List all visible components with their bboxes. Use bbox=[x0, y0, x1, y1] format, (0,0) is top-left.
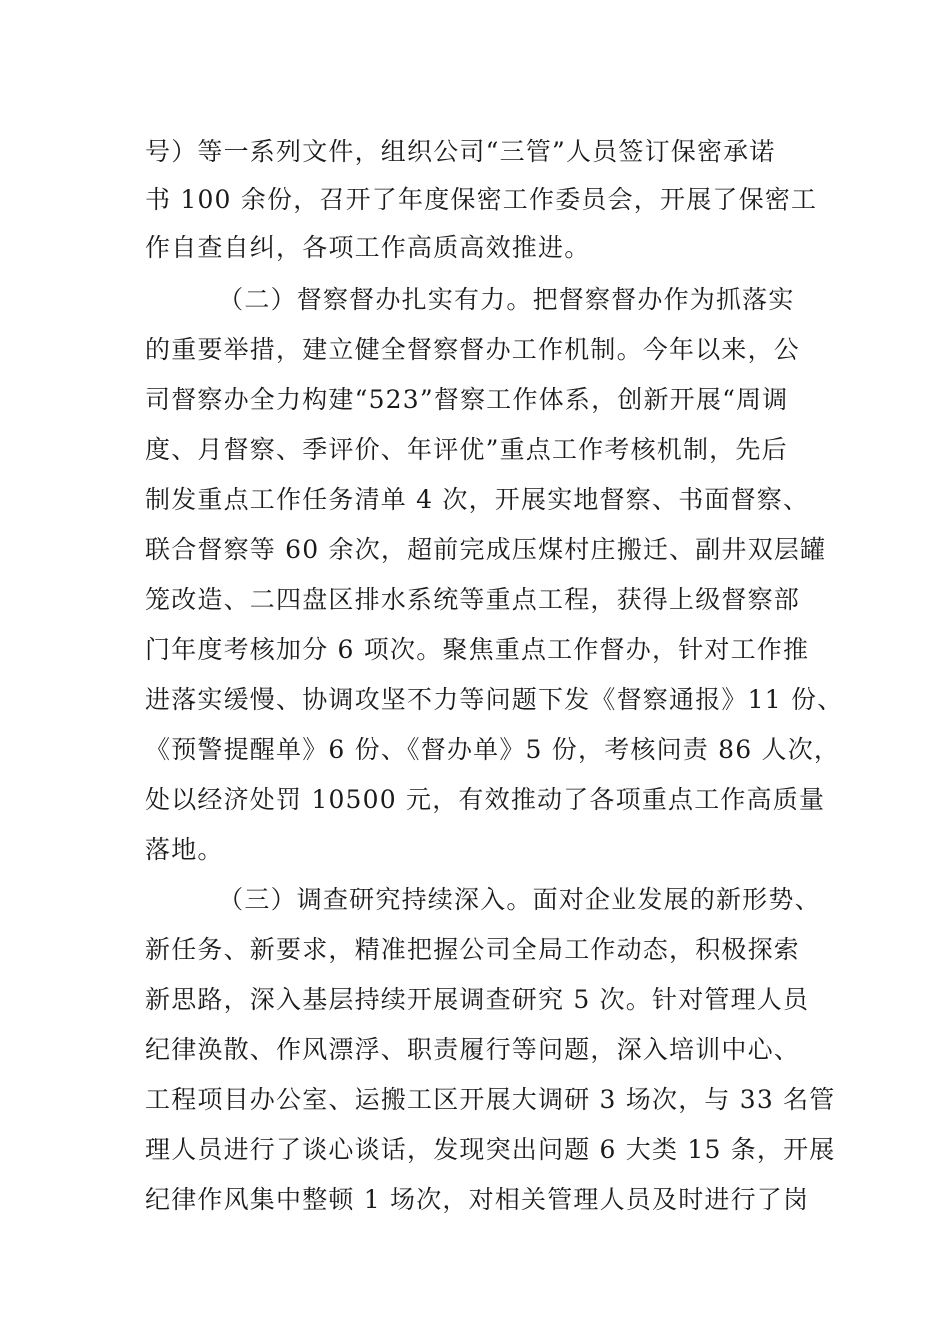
text-line: 笼改造、二四盘区排水系统等重点工程，获得上级督察部 bbox=[145, 585, 801, 614]
text-line: 门年度考核加分 6 项次。聚焦重点工作督办，针对工作推 bbox=[145, 635, 810, 664]
text-line: 新思路，深入基层持续开展调查研究 5 次。针对管理人员 bbox=[145, 985, 810, 1014]
text-line: 书 100 余份，召开了年度保密工作委员会，开展了保密工 bbox=[145, 185, 818, 214]
text-line: 理人员进行了谈心谈话，发现突出问题 6 大类 15 条，开展 bbox=[145, 1135, 836, 1164]
text-line: 工程项目办公室、运搬工区开展大调研 3 场次，与 33 名管 bbox=[145, 1085, 836, 1114]
text-line: 纪律涣散、作风漂浮、职责履行等问题，深入培训中心、 bbox=[145, 1035, 801, 1064]
text-line: 纪律作风集中整顿 1 场次，对相关管理人员及时进行了岗 bbox=[145, 1185, 810, 1214]
text-line: 处以经济处罚 10500 元，有效推动了各项重点工作高质量 bbox=[145, 785, 826, 814]
text-line: 号）等一系列文件，组织公司“三管”人员签订保密承诺 bbox=[145, 137, 776, 166]
text-line: 联合督察等 60 余次，超前完成压煤村庄搬迁、副井双层罐 bbox=[145, 535, 827, 564]
text-line: 新任务、新要求，精准把握公司全局工作动态，积极探索 bbox=[145, 935, 801, 964]
section-heading-line: （二）督察督办扎实有力。把督察督办作为抓落实 bbox=[145, 285, 795, 314]
text-line: 的重要举措，建立健全督察督办工作机制。今年以来，公 bbox=[145, 335, 801, 364]
section-heading-line: （三）调查研究持续深入。面对企业发展的新形势、 bbox=[145, 885, 821, 914]
text-line: 司督察办全力构建“523”督察工作体系，创新开展“周调 bbox=[145, 385, 789, 414]
text-line: 度、月督察、季评价、年评优”重点工作考核机制，先后 bbox=[145, 435, 788, 464]
text-line: 作自查自纠，各项工作高质高效推进。 bbox=[145, 233, 591, 262]
text-line: 进落实缓慢、协调攻坚不力等问题下发《督察通报》11 份、 bbox=[145, 685, 844, 714]
text-line: 《预警提醒单》6 份、《督办单》5 份，考核问责 86 人次， bbox=[145, 735, 841, 764]
text-line: 落地。 bbox=[145, 835, 224, 864]
text-line: 制发重点工作任务清单 4 次，开展实地督察、书面督察、 bbox=[145, 485, 810, 514]
